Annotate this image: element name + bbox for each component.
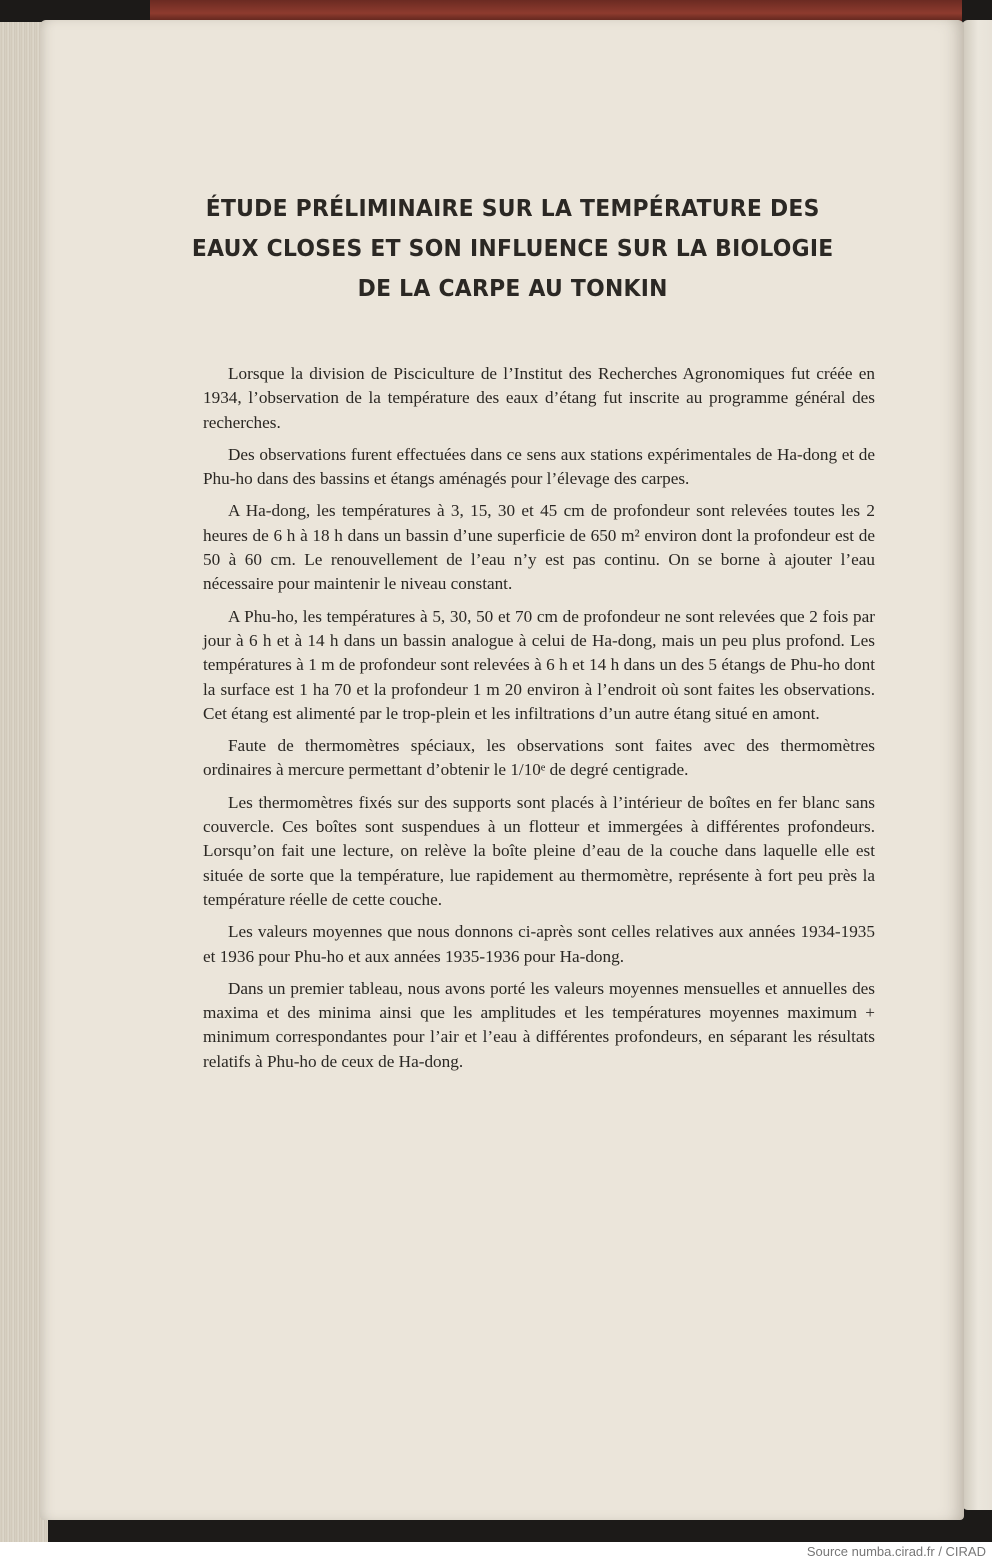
title-line-1: ÉTUDE PRÉLIMINAIRE SUR LA TEMPÉRATURE DES xyxy=(205,194,820,222)
paragraph: Les valeurs moyennes que nous donnons ci-après sont celles relatives aux années 1934-1935 et 1936 pour Phu-ho et aux années 1935-1936 pour Ha-dong. xyxy=(203,922,875,966)
paragraph: Des observations furent effectuées dans ce sens aux stations expérimentales de Ha-dong et de Phu-ho dans des bassins et étangs aménagés pour l’élevage des carpes. xyxy=(203,444,875,489)
article-body xyxy=(203,362,875,1082)
paragraph: A Phu-ho, les températures à 5, 30, 50 et 70 cm de profondeur ne sont relevées que 2 fois par jour à 6 h et à 14 h dans un bassin analogue à celui de Ha-dong, mais un peu plus profond. Les températures à 1 m de profondeur sont relevées à 6 h et 14 h dans un des 5 étangs de Phu-ho dont la surface est 1 ha 70 et la profondeur 1 m 20 environ à l’endroit où sont faites les observations. Cet étang est alimenté par le trop-plein et les infiltrations d’un autre étang situé en amont. xyxy=(203,606,875,723)
paragraph: Dans un premier tableau, nous avons porté les valeurs moyennes mensuelles et annuelles des maxima et des minima ainsi que les amplitudes et les températures moyennes maximum + minimum correspondantes pour l’air et l’eau à différentes profondeurs, en séparant les résultats relatifs à Phu-ho de ceux de Ha-dong. xyxy=(203,978,875,1071)
paragraph: A Ha-dong, les températures à 3, 15, 30 et 45 cm de profondeur sont relevées toutes les 2 heures de 6 h à 18 h dans un bassin d’une superficie de 650 m² environ dont la profondeur est de 50 à 60 cm. Le renouvellement de l’eau n’y est pas continu. On se borne à ajouter l’eau nécessaire pour maintenir le niveau constant. xyxy=(203,501,875,594)
title-line-3: DE LA CARPE AU TONKIN xyxy=(357,274,668,302)
facing-page-edge xyxy=(962,20,992,1510)
paragraph: Les thermomètres fixés sur des supports sont placés à l’intérieur de boîtes en fer blanc sans couvercle. Ces boîtes sont suspendues à un flotteur et immergées à différentes profondeurs. Lorsqu’on fait une lecture, on relève la boîte pleine d’eau de la couche dans laquelle elle est située de sorte que la température, lue rapidement au thermomètre, représente à fort peu près la température réelle de cette couche. xyxy=(203,792,875,909)
title-line-2: EAUX CLOSES ET SON INFLUENCE SUR LA BIOLOGIE xyxy=(191,234,834,262)
paragraph: Faute de thermomètres spéciaux, les observations sont faites avec des thermomètres ordinaires à mercure permettant d’obtenir le 1/10ᵉ de degré centigrade. xyxy=(203,736,875,780)
paragraph: Lorsque la division de Pisciculture de l’Institut des Recherches Agronomiques fut créée en 1934, l’observation de la température des eaux d’étang fut inscrite au programme général des recherches. xyxy=(203,364,875,432)
source-credit: Source numba.cirad.fr / CIRAD xyxy=(806,1544,986,1559)
article-title xyxy=(150,188,875,308)
book-cover-edge xyxy=(150,0,962,22)
